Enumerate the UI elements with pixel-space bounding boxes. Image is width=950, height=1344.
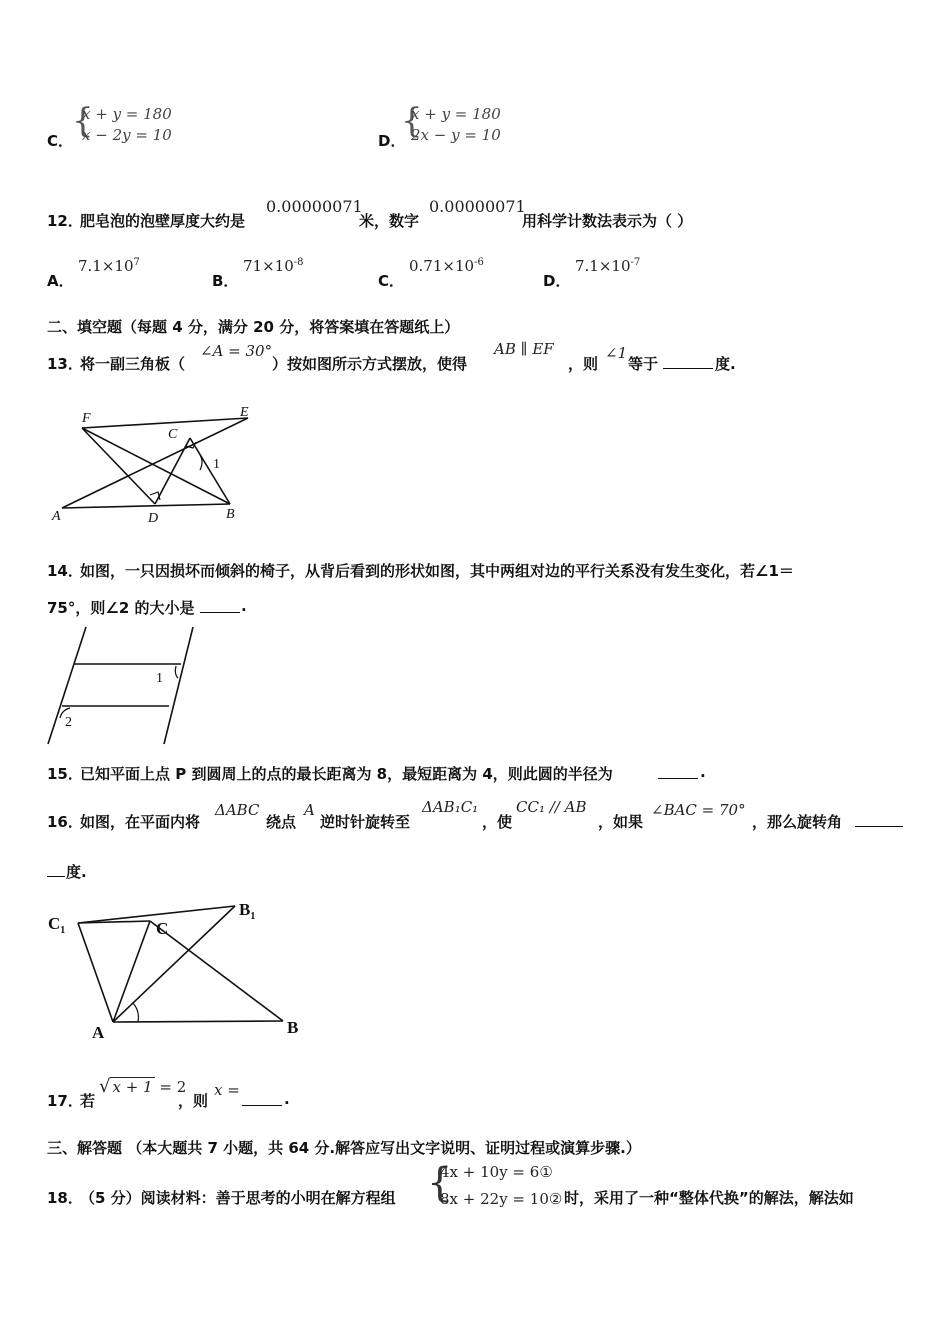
q12-option-d-value: $7.1\times 10^{-7}$ [575, 257, 641, 275]
q16-triangle-ab1c1: ΔAB₁C₁ [422, 798, 479, 816]
q11-d-equation-2: 2x − y = 10 [411, 126, 501, 144]
q12-text-3: 用科学计数法表示为（ ） [522, 212, 693, 230]
line-ac [113, 921, 150, 1022]
q16-text-5: ，如果 [598, 813, 644, 831]
q12-option-d-label: D． [543, 272, 571, 290]
q16-text-3: 逆时针旋转至 [320, 813, 411, 831]
q12-option-a-value: $7.1\times 10^7$ [78, 257, 140, 275]
label-c1: $C_1$ [48, 914, 66, 936]
sqrt-sign-icon: √ [99, 1076, 111, 1097]
q16-text-1: 如图，在平面内将 [80, 813, 201, 831]
q12-option-a-label: A． [47, 272, 74, 290]
q16-triangle-abc: ΔABC [215, 801, 260, 819]
label-2: 2 [65, 715, 72, 730]
label-c: C [156, 919, 169, 938]
q18-brace: { [427, 1160, 453, 1206]
q11-d-brace: { [401, 101, 423, 141]
q16-text-6: ，那么旋转角 [752, 813, 843, 831]
line-dc [155, 438, 190, 504]
q13-text-4: 等于 [628, 355, 659, 373]
q14-figure [40, 622, 210, 750]
q11-d-equation-1: x + y = 180 [411, 105, 501, 123]
q13-angle-a: ∠A = 30° [200, 342, 273, 360]
q13-parallel: AB ∥ EF [494, 340, 554, 358]
q12-value-2: 0.00000071 [429, 197, 526, 216]
label-a: A [52, 509, 61, 524]
q18-text-1: （5 分）阅读材料：善于思考的小明在解方程组 [80, 1189, 396, 1207]
q11-option-d-label: D． [378, 132, 406, 150]
label-1: 1 [156, 671, 163, 686]
q12-text-2: 米，数字 [359, 212, 420, 230]
section-3-title: 三、解答题 （本大题共 7 小题，共 64 分.解答应写出文字说明、证明过程或演算步骤.） [47, 1139, 641, 1157]
angle-bac-arc [133, 1003, 138, 1022]
q12-number: 12． [47, 212, 83, 230]
q13-answer-blank[interactable] [663, 356, 713, 369]
section-2-title: 二、填空题（每题 4 分，满分 20 分，将答案填在答题纸上） [47, 318, 460, 336]
label-a: A [92, 1023, 105, 1042]
q18-text-2: 时，采用了一种“整体代换”的解法，解法如 [564, 1189, 854, 1207]
chair-right-leg [164, 627, 193, 744]
q18-equation-2: 8x + 22y = 10② [440, 1190, 563, 1208]
q11-c-equation-1: x + y = 180 [82, 105, 172, 123]
q13-number: 13． [47, 355, 83, 373]
label-d: D [148, 511, 159, 526]
line-ab1 [113, 906, 235, 1022]
q11-c-equation-2: x − 2y = 10 [82, 126, 172, 144]
q17-text-1: 若 [80, 1092, 96, 1110]
angle-1-arc [175, 666, 178, 678]
q16-parallel: CC₁ // AB [516, 798, 587, 816]
q16-answer-blank-2[interactable] [47, 864, 65, 877]
q17-text-2: ，则 [178, 1092, 209, 1110]
label-1: 1 [213, 457, 220, 472]
q14-line-2: 75°，则∠2 的大小是 [47, 599, 195, 617]
q14-end: . [241, 597, 247, 615]
q16-line-2: 度. [66, 863, 87, 881]
q12-text-1: 肥皂泡的泡壁厚度大约是 [80, 212, 246, 230]
q12-option-b-label: B． [212, 272, 239, 290]
q13-angle-1: ∠1 [605, 344, 628, 362]
line-cb [150, 921, 283, 1021]
q15-number: 15． [47, 765, 83, 783]
line-ac1 [78, 923, 113, 1022]
q16-figure [40, 893, 320, 1053]
q16-point-a: A [304, 801, 315, 819]
q15-end: . [700, 763, 706, 781]
label-b: B [226, 507, 235, 522]
q18-number: 18． [47, 1189, 83, 1207]
q11-c-brace: { [72, 101, 94, 141]
q16-angle-bac: ∠BAC = 70° [651, 801, 746, 819]
q16-text-4: ，使 [482, 813, 513, 831]
label-b: B [287, 1018, 299, 1037]
q17-number: 17． [47, 1092, 83, 1110]
q15-text: 已知平面上点 P 到圆周上的点的最长距离为 8，最短距离为 4，则此圆的半径为 [80, 765, 613, 783]
q16-text-2: 绕点 [266, 813, 297, 831]
q15-answer-blank[interactable] [658, 766, 698, 779]
q11-option-c-label: C． [47, 132, 74, 150]
label-c: C [168, 427, 178, 442]
q16-number: 16． [47, 813, 83, 831]
q13-text-1: 将一副三角板（ [80, 355, 186, 373]
q13-text-5: 度. [715, 355, 736, 373]
q12-option-c-value: $0.71\times 10^{-6}$ [409, 257, 484, 275]
q14-line-1: 如图，一只因损坏而倾斜的椅子，从背后看到的形状如图，其中两组对边的平行关系没有发生变化，若∠1＝ [80, 562, 794, 580]
q17-variable: x = [214, 1081, 240, 1099]
line-ab [62, 504, 230, 508]
q12-value-1: 0.00000071 [266, 197, 363, 216]
label-b1: $B_1$ [239, 900, 256, 922]
label-e: E [240, 405, 249, 420]
q13-text-2: ）按如图所示方式摆放，使得 [272, 355, 468, 373]
q17-answer-blank[interactable] [242, 1093, 282, 1106]
line-fe [82, 418, 248, 428]
q12-option-c-label: C． [378, 272, 405, 290]
q13-figure [40, 398, 270, 528]
label-f: F [82, 411, 91, 426]
q16-answer-blank-1[interactable] [855, 814, 903, 827]
q12-option-b-value: $71\times 10^{-8}$ [243, 257, 304, 275]
q14-answer-blank[interactable] [200, 600, 240, 613]
q17-end: . [284, 1090, 290, 1108]
q14-number: 14． [47, 562, 83, 580]
q13-text-3: ，则 [568, 355, 599, 373]
q17-sqrt-expression: √ x + 1 = 2 [99, 1076, 187, 1097]
angle-1-arc [200, 455, 202, 470]
q18-equation-1: 4x + 10y = 6① [440, 1163, 553, 1181]
